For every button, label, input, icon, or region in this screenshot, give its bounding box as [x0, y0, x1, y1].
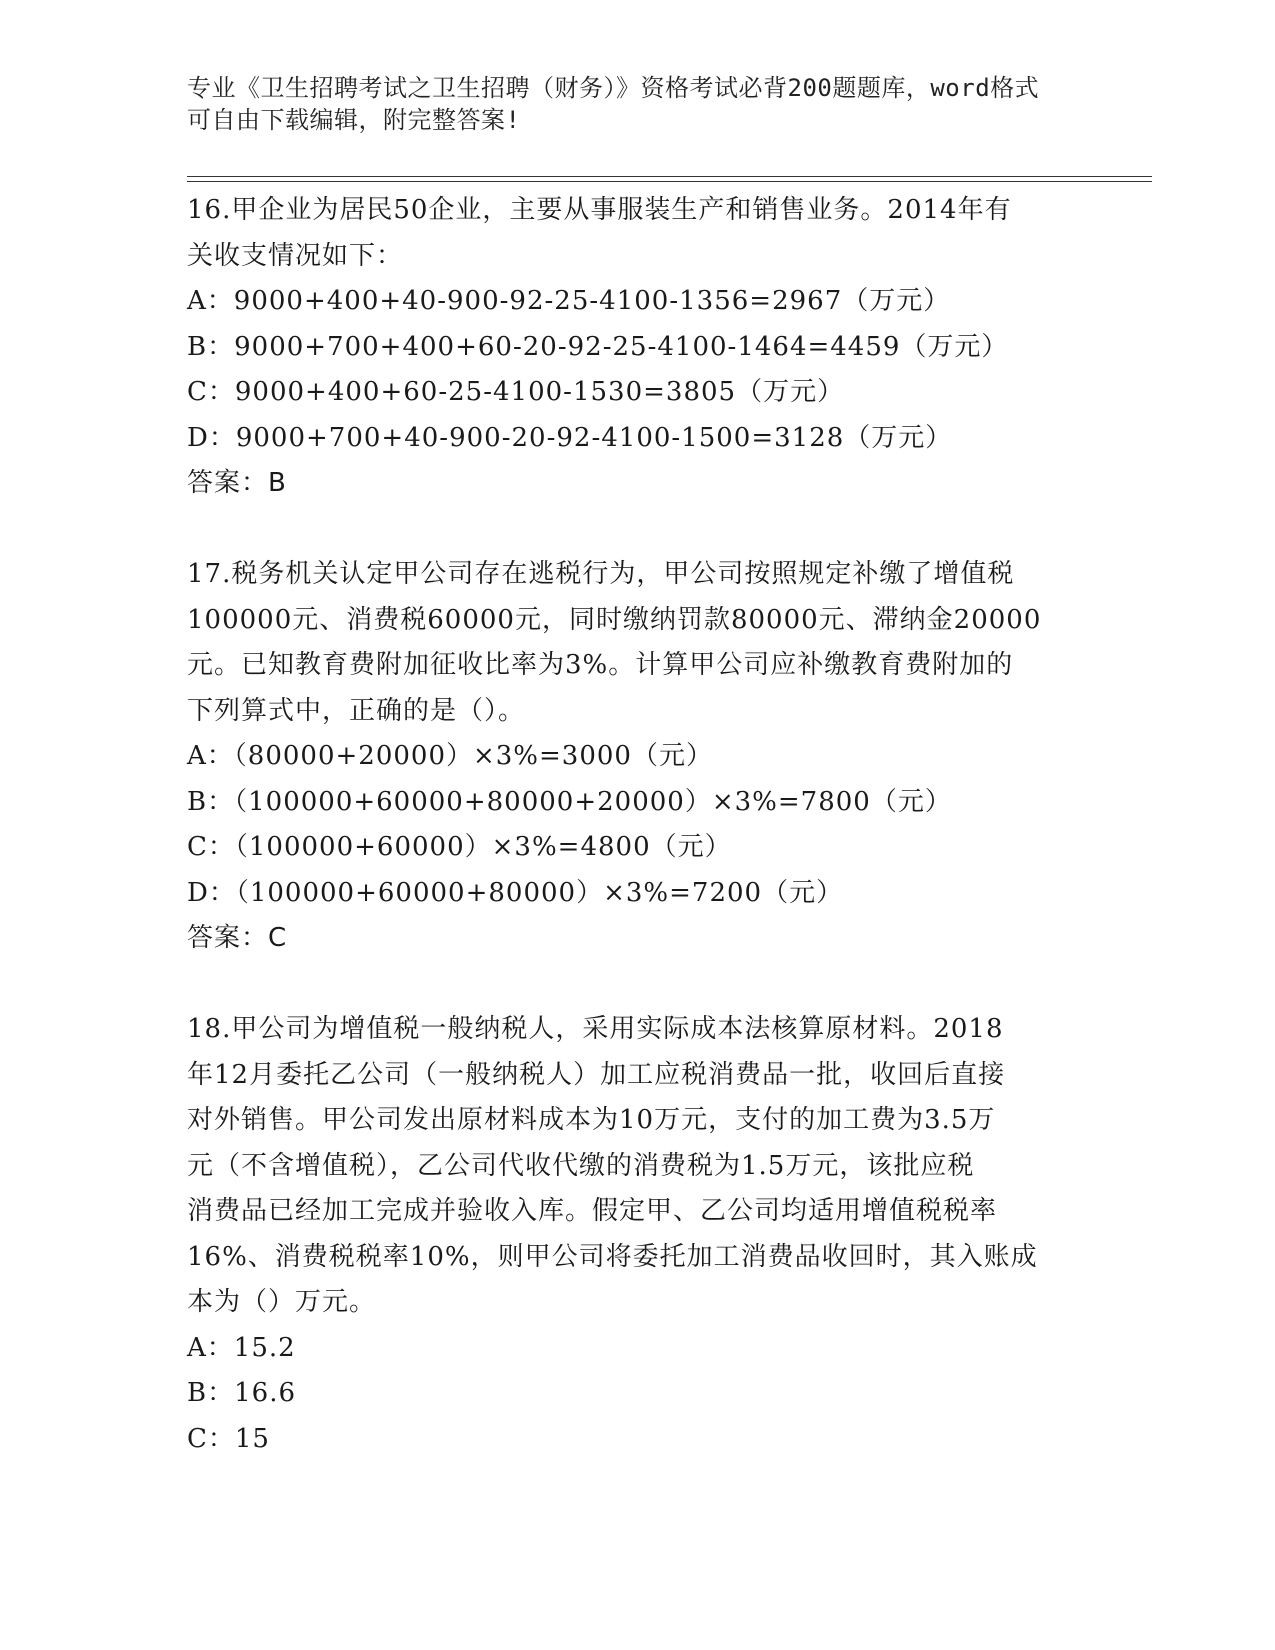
option-d: D：9000+700+40-900-20-92-4100-1500=3128（万元）	[187, 422, 953, 453]
header-line-1: 专业《卫生招聘考试之卫生招聘（财务）》资格考试必背200题题库，word格式	[187, 74, 1040, 102]
question-stem-line: 消费品已经加工完成并验收入库。假定甲、乙公司均适用增值税税率	[187, 1196, 998, 1226]
spacer	[187, 962, 1087, 1008]
question-18	[187, 1007, 1087, 1462]
question-stem-line: 100000元、消费税60000元，同时缴纳罚款80000元、滞纳金20000	[187, 604, 1042, 635]
header-divider	[187, 181, 1152, 182]
question-list	[187, 188, 1087, 1462]
option-c: C：9000+400+60-25-4100-1530=3805（万元）	[187, 377, 845, 407]
document-header	[187, 72, 1087, 136]
option-a: A：（80000+20000）×3%=3000（元）	[187, 741, 713, 771]
option-b: B：16.6	[187, 1378, 296, 1408]
question-17	[187, 552, 1087, 962]
answer-line: 答案：B	[187, 468, 287, 498]
header-divider	[187, 176, 1152, 177]
question-stem-line: 元。已知教育费附加征收比率为3%。计算甲公司应补缴教育费附加的	[187, 650, 1014, 680]
option-a: A：15.2	[187, 1332, 296, 1363]
question-stem-line: 17.税务机关认定甲公司存在逃税行为，甲公司按照规定补缴了增值税	[187, 559, 1015, 589]
question-stem-line: 对外销售。甲公司发出原材料成本为10万元，支付的加工费为3.5万	[187, 1105, 996, 1135]
question-stem-line: 16.甲企业为居民50企业，主要从事服装生产和销售业务。2014年有	[187, 195, 1012, 225]
spacer	[187, 507, 1087, 553]
option-d: D：（100000+60000+80000）×3%=7200（元）	[187, 877, 844, 908]
option-c: C：（100000+60000）×3%=4800（元）	[187, 832, 732, 862]
question-stem-line: 18.甲公司为增值税一般纳税人，采用实际成本法核算原材料。2018	[187, 1014, 1004, 1044]
header-line-2: 可自由下载编辑，附完整答案!	[187, 106, 521, 134]
question-stem-line: 本为（）万元。	[187, 1287, 377, 1317]
question-stem-line: 关收支情况如下：	[187, 240, 404, 271]
question-16	[187, 188, 1087, 507]
option-b: B：9000+700+400+60-20-92-25-4100-1464=4459（万元）	[187, 331, 1009, 362]
option-c: C：15	[187, 1423, 270, 1454]
option-b: B：（100000+60000+80000+20000）×3%=7800（元）	[187, 786, 952, 817]
question-stem-line: 下列算式中，正确的是（）。	[187, 695, 526, 726]
question-stem-line: 16%、消费税税率10%，则甲公司将委托加工消费品收回时，其入账成	[187, 1241, 1038, 1272]
question-stem-line: 年12月委托乙公司（一般纳税人）加工应税消费品一批，收回后直接	[187, 1059, 1006, 1090]
option-a: A：9000+400+40-900-92-25-4100-1356=2967（万元）	[187, 286, 951, 316]
answer-line: 答案：C	[187, 923, 288, 953]
question-stem-line: 元（不含增值税），乙公司代收代缴的消费税为1.5万元，该批应税	[187, 1150, 975, 1181]
